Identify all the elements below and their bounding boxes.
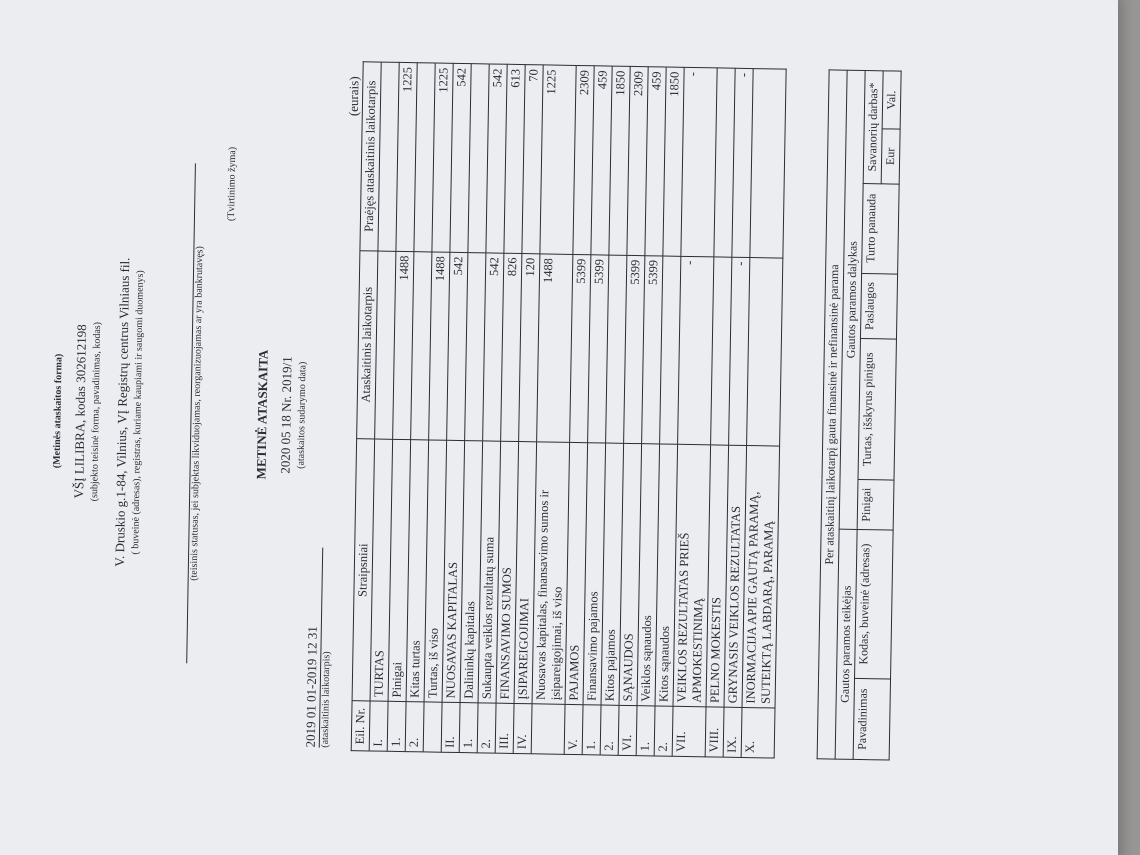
row-no: 2. (405, 702, 424, 752)
row-previous: - (732, 68, 753, 257)
row-no: VIII. (705, 707, 724, 757)
row-previous: 1225 (432, 63, 453, 252)
report-period: 2019 01 01-2019 12 31 (302, 625, 320, 748)
row-current: 542 (483, 253, 504, 442)
form-title: (Metinės ataskaitos forma) (51, 353, 65, 469)
row-item: Sukaupta veiklos rezultatų suma (478, 441, 501, 704)
row-no: IX. (723, 708, 742, 758)
col-current-header: Ataskaitinis laikotarpis (357, 250, 378, 439)
entity-address-caption: ( buveinė (adresas), registras, kuriame kaupiami ir saugomi duomenys) (130, 270, 147, 555)
row-no: 1. (582, 705, 601, 755)
row-item: ĮSIPAREIGOJIMAI (514, 442, 537, 705)
row-previous: 1850 (663, 67, 684, 256)
row-current: - (729, 257, 750, 446)
row-current: 1488 (393, 251, 414, 440)
row-previous: 2309 (573, 65, 594, 254)
row-current: 1488 (537, 253, 573, 442)
row-item: Dalininkų kapitalas (460, 441, 483, 704)
row-item: INORMACIJA APIE GAUTĄ PARAMĄ, SUTEIKTĄ LABDARĄ, PARAMĄ (742, 446, 780, 709)
row-no: 2. (600, 705, 619, 755)
row-item: Finansavimo pajamos (583, 443, 606, 706)
report-date-caption: (ataskaitos sudarymo data) (295, 361, 309, 469)
row-current: 1488 (429, 252, 450, 441)
row-item: Pinigai (388, 440, 411, 703)
support-property-use-header: Turto panauda (862, 183, 900, 274)
support-parts-header: Gautos paramos dalykas (839, 70, 865, 529)
row-item: SĄNAUDOS (619, 444, 642, 707)
row-previous: 542 (450, 63, 471, 252)
row-previous: 1225 (396, 62, 417, 251)
support-giver-header: Gautos paramos teikėjas (835, 529, 857, 759)
report-period-caption: (ataskaitinis laikotarpis) (319, 548, 334, 748)
row-previous: 459 (591, 66, 612, 255)
row-no: II. (441, 703, 460, 753)
support-eur-header: Eur (881, 129, 900, 184)
row-item: Kitas turtas (406, 440, 429, 703)
row-item: PELNO MOKESTIS (706, 445, 729, 708)
entity-name: VŠĮ LILIBRA, kodas 302612198 (71, 324, 90, 499)
row-previous: 542 (486, 64, 507, 253)
row-no: 2. (477, 703, 496, 753)
support-volunteer-header: Savanorių darbas* (863, 71, 883, 184)
currency-label: (eurais) (345, 76, 362, 117)
approval-caption: (Tvirtinimo žyma) (225, 146, 239, 222)
entity-name-caption: (subjekto teisinė forma, pavadinimas, kodas) (89, 321, 104, 502)
row-current: - (678, 256, 714, 445)
row-previous: - (681, 67, 717, 256)
row-item: Nuosavas kapitalas, finansavimo sumos ir įsipareigojimai, iš viso (532, 442, 570, 705)
support-assets-header: Turtas, išskyrus pinigus (858, 339, 896, 481)
row-item: Kitos pajamos (601, 443, 624, 706)
row-previous (750, 69, 786, 258)
row-previous: 70 (522, 65, 543, 254)
row-no: 1. (459, 703, 478, 753)
report-title: METINĖ ATASKAITA (253, 349, 271, 480)
row-no: V. (564, 705, 583, 755)
support-val-header: Val. (882, 71, 901, 129)
row-item: FINANSAVIMO SUMOS (496, 441, 519, 704)
support-money-header: Pinigai (857, 480, 894, 530)
support-table (817, 69, 902, 760)
row-item: NUOSAVAS KAPITALAS (442, 440, 465, 703)
support-title: Per ataskaitinį laikotarpį gauta finansinė ir nefinansinė parama (817, 70, 847, 759)
row-no (531, 704, 565, 754)
report-date-number: 2020 05 18 Nr. 2019/1 (277, 356, 295, 474)
support-address-header: Kodas, buveinė (adresas) (855, 529, 894, 679)
row-no: I. (369, 701, 388, 751)
row-item: VEIKLOS REZULTATAS PRIEŠ APMOKESTINIMĄ (673, 444, 711, 707)
row-item: PAJAMOS (565, 443, 588, 706)
row-no: X. (741, 708, 775, 758)
row-item: Kitos sąnaudos (655, 444, 678, 707)
rotated-page (16, 20, 1134, 819)
row-previous: 1225 (540, 65, 576, 254)
row-previous: 2309 (627, 66, 648, 255)
row-item: Turtas, iš viso (424, 440, 447, 703)
row-current: 5399 (624, 255, 645, 444)
row-no: VI. (618, 706, 637, 756)
row-current: 5399 (642, 255, 663, 444)
row-current (747, 257, 783, 446)
row-item: GRYNASIS VEIKLOS REZULTATAS (724, 445, 747, 708)
row-current: 5399 (588, 254, 609, 443)
col-item-header: Straipsniai (352, 439, 375, 702)
col-previous-header: Praėjęs ataskaitinis laikotarpis (360, 62, 381, 251)
row-current: 542 (447, 252, 468, 441)
row-current: 5399 (570, 254, 591, 443)
status-caption: (teisinis statusas, jei subjektas likviduojamas, reorganizuojamas ar yra bankrutavęs) (186, 163, 207, 663)
row-no: 1. (636, 706, 655, 756)
row-current: 120 (519, 253, 540, 442)
balance-table (351, 61, 787, 758)
row-current: 826 (501, 253, 522, 442)
row-previous: 459 (645, 67, 666, 256)
entity-address: V. Druskio g.1-84, Vilnius, VĮ Registrų centrus Vilniaus fil. (111, 257, 133, 567)
row-item: TURTAS (370, 439, 393, 702)
row-no (423, 702, 442, 752)
row-no: VII. (672, 707, 706, 757)
support-name-header: Pavadinimas (853, 679, 890, 760)
row-previous: 613 (504, 64, 525, 253)
row-no: IV. (513, 704, 532, 754)
row-no: 1. (387, 702, 406, 752)
row-item: Veiklos sąnaudos (637, 444, 660, 707)
row-no: III. (495, 704, 514, 754)
row-previous: 1850 (609, 66, 630, 255)
row-no: 2. (654, 706, 673, 756)
col-no-header: Eil. Nr. (351, 701, 370, 751)
support-services-header: Paslaugos (860, 273, 897, 339)
